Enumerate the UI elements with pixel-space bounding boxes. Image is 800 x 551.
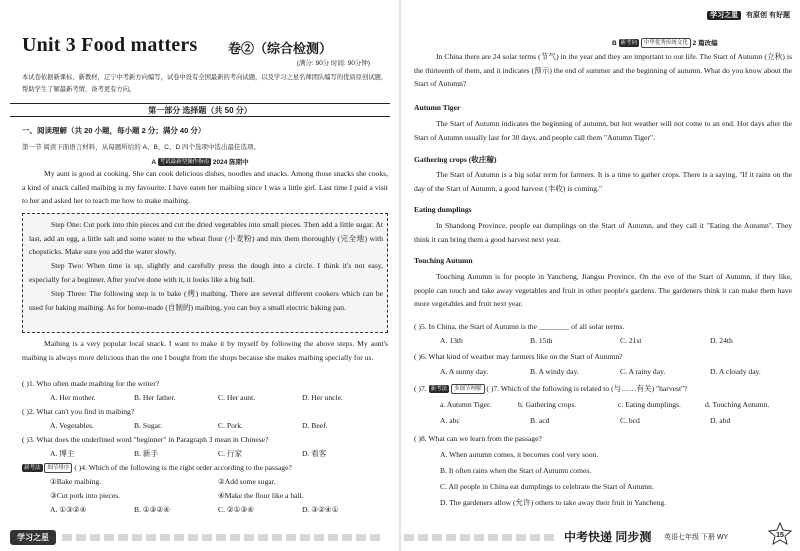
option-6b[interactable]: B. A windy day. [530, 367, 579, 376]
q7-blank: ( )7. [414, 384, 427, 393]
top-slogan: 有原创 有好题 [746, 12, 790, 19]
question-5: ( )5. In China, the Start of Autumn is the ________ of all solar terms. [414, 322, 625, 331]
para-gathering-crops: The Start of Autumn is a big solar term for farmers. It is a time to gather crops. There is a saying, "If it rains on the day of the Start of Autumn, a good harvest (丰收) is coming." [414, 170, 792, 193]
option-2a[interactable]: A. Vegetables. [50, 421, 94, 430]
option-5d[interactable]: D. 24th [710, 336, 733, 345]
option-1d[interactable]: D. Her uncle. [302, 393, 343, 402]
option-2c[interactable]: C. Pork. [218, 421, 244, 430]
q7-tag-2: 多细节理解 [451, 384, 485, 394]
test-intro: 本试卷依据新课标、新教材，辽宁中考新方向编写，试卷中设有全国最新的考向试题，以及学习之星名师团队编写的优质原创试题，帮助学生了解最新考情，备考更有方向。 [22, 74, 388, 93]
right-footer [404, 528, 794, 548]
question-3: ( )3. What does the underlined word "beginner" in Paragraph 3 mean in Chinese? [22, 435, 269, 444]
option-6a[interactable]: A. A sunny day. [440, 367, 489, 376]
question-7 [414, 382, 792, 395]
option-5c[interactable]: C. 21st [620, 336, 642, 345]
option-7b[interactable]: B. acd [530, 416, 550, 425]
q4-item-4: ④Make the flour like a ball. [218, 491, 304, 500]
heading-touching-autumn: Touching Autumn [414, 256, 473, 265]
option-4a[interactable]: A. ①③②④ [50, 505, 87, 514]
page-number: 15 [776, 532, 784, 539]
option-4d[interactable]: D. ③②④① [302, 505, 339, 514]
option-6d[interactable]: D. A cloudy day. [710, 367, 761, 376]
question-8: ( )8. What can we learn from the passage? [414, 434, 542, 443]
recipe-step-2: Step Two: When time is up, slightly and carefully press the dough into a circle. I think it's not easy, especially for a beginner. After you've done with it, it looks like a big ball. [29, 261, 383, 284]
q7-tag: 新考法 [430, 386, 448, 392]
option-8d[interactable]: D. The gardeners allow (允许) others to take away their fruit in Yancheng. [440, 498, 667, 507]
score-time-line: (满分: 90分 时间: 90分钟) [296, 60, 370, 67]
option-3d[interactable]: D. 看客 [302, 449, 327, 458]
option-7c[interactable]: C. bcd [620, 416, 640, 425]
top-logo: 学习之星 [707, 11, 741, 20]
unit-subtitle: 卷②（综合检测） [228, 41, 333, 56]
option-3a[interactable]: A. 博主 [50, 449, 75, 458]
option-6c[interactable]: C. A rainy day. [620, 367, 666, 376]
recipe-step-3: Step Three: The following step is to bake (烤) maibing. There are several different cookers which can be used for baking maibing. As for home-made (自制的) maibing, you can buy a small electric baking pan. [29, 289, 383, 312]
part-one-title: 第一部分 选择题（共 50 分） [148, 106, 252, 115]
passage-a-para-2: Maibing is a very popular local snack. I want to make it by myself by following the above steps. My aunt's maibing is always more delicious than the one I bought from the shops because she makes maibing specially for us. [22, 339, 388, 362]
q4-tag: 新考法 [24, 465, 41, 471]
source-tag: 2024 陈期中 [212, 159, 249, 166]
q4-item-2: ②Add some sugar. [218, 477, 276, 486]
right-page [400, 0, 800, 551]
heading-gathering-crops: Gathering crops (收庄稼) [414, 155, 497, 164]
footer-stripes-right [404, 534, 554, 541]
question-6: ( )6. What kind of weather may farmers like on the Start of Autumn? [414, 352, 623, 361]
unit-title: Unit 3 Food matters [22, 34, 198, 56]
option-8b[interactable]: B. It often rains when the Start of Autumn comes. [440, 466, 592, 475]
recipe-step-1: Step One: Cut pork into thin pieces and cut the dried vegetables into small pieces. Then add a little sugar. At last, add an egg, a little salt and some water to the wheat flour (小麦粉) and mix them thoroughly (完全地) with chopsticks. Make sure you add the water slowly. [29, 220, 383, 256]
passage-a-header [0, 157, 400, 166]
passage-b-intro: In China there are 24 solar terms (节气) in the year and they are important to our life. The Start of Autumn (立秋) is the thirteenth of them, and it indicates (预示) the end of summer and the beginning of autumn. What do you know about the Start of Autumn? [414, 52, 792, 88]
brand-logo: 学习之星 [10, 530, 56, 545]
part-one-bar [10, 103, 390, 117]
q7-item-b: b. Gathering crops. [518, 400, 577, 409]
question-4 [22, 461, 392, 474]
question-2: ( )2. What can't you find in maibing? [22, 407, 135, 416]
option-4b[interactable]: B. ①③②④ [134, 505, 171, 514]
passage-a-para-1: My aunt is good at cooking. She can cook delicious dishes, noodles and snacks. Among those snacks she cooks, a kind of snack called maibing is my favourite. I have eaten her maibing since I was a little girl. Last time I paid a visit to her and asked her to teach me how to make maibing. [22, 169, 388, 205]
recipe-steps-box [22, 213, 388, 333]
para-touching-autumn: Touching Autumn is for people in Yancheng, Jiangsu Province. On the eve of the Start of Autumn, if they like, people can touch and take away vegetables and fruit in other people's gardens. The gardeners think it can make them have more vegetables and fruit next year. [414, 272, 792, 308]
q7-item-a: a. Autumn Tiger. [440, 400, 492, 409]
option-4c[interactable]: C. ②①③④ [218, 505, 255, 514]
top-brand-badge [707, 10, 790, 20]
option-3b[interactable]: B. 新手 [134, 449, 159, 458]
b-tag-3: 2 篇改编 [692, 40, 718, 47]
option-8a[interactable]: A. When autumn comes, it becomes cool very soon. [440, 450, 599, 459]
section-title: 一、阅读理解（共 20 小题，每小题 2 分；满分 40 分） [22, 126, 206, 135]
option-7a[interactable]: A. abc [440, 416, 460, 425]
page-number-star-icon [768, 522, 792, 546]
tag-badge: 考试最新型操作指南 [159, 159, 210, 165]
b-tag-1: 新考向 [620, 40, 638, 46]
option-1a[interactable]: A. Her mother. [50, 393, 96, 402]
passage-b-header [612, 38, 718, 48]
left-footer [10, 530, 390, 546]
q7-item-c: c. Eating dumplings. [618, 400, 681, 409]
footer-grade: 英语七年级 下册 WY [664, 534, 729, 541]
section-instructions: 第一节 阅读下面语言材料，从每题所给的 A、B、C、D 四个选项中选出最佳选项。 [22, 144, 260, 151]
q4-tag-2: 细节排序 [44, 463, 72, 473]
q7-text: ( )7. Which of the following is related to (与……有关) "harvest"? [486, 384, 688, 393]
option-5a[interactable]: A. 13th [440, 336, 463, 345]
footer-brand: 中考快递 同步测 [564, 530, 652, 544]
option-2d[interactable]: D. Beef. [302, 421, 328, 430]
para-eating-dumplings: In Shandong Province, people eat dumplings on the Start of Autumn, and they call it "Eating the Autumn". They think it can bring them a good harvest next year. [414, 221, 792, 244]
para-autumn-tiger: The Start of Autumn indicates the beginning of autumn, but hot weather will not come to an end. Hot days after the Start of Autumn usually last for 30 days, and people call them "Autumn Tiger". [414, 119, 792, 142]
heading-autumn-tiger: Autumn Tiger [414, 103, 461, 112]
option-2b[interactable]: B. Sugar. [134, 421, 163, 430]
passage-label: A [151, 159, 156, 166]
option-3c[interactable]: C. 行家 [218, 449, 243, 458]
passage-b-label: B [612, 40, 617, 47]
q4-item-3: ③Cut pork into pieces. [50, 491, 121, 500]
option-7d[interactable]: D. abd [710, 416, 731, 425]
b-tag-2: 中华优秀传统文化 [641, 38, 691, 48]
option-8c[interactable]: C. All people in China eat dumplings to celebrate the Start of Autumn. [440, 482, 654, 491]
question-1: ( )1. Who often made maibing for the writer? [22, 379, 160, 388]
q4-item-1: ①Bake maibing. [50, 477, 102, 486]
option-1b[interactable]: B. Her father. [134, 393, 176, 402]
option-1c[interactable]: C. Her aunt. [218, 393, 256, 402]
heading-eating-dumplings: Eating dumplings [414, 205, 472, 214]
q7-item-d: d. Touching Autumn. [705, 400, 770, 409]
footer-stripes [62, 534, 382, 541]
q4-text: ( )4. Which of the following is the right order according to the passage? [74, 463, 292, 472]
option-5b[interactable]: B. 15th [530, 336, 553, 345]
